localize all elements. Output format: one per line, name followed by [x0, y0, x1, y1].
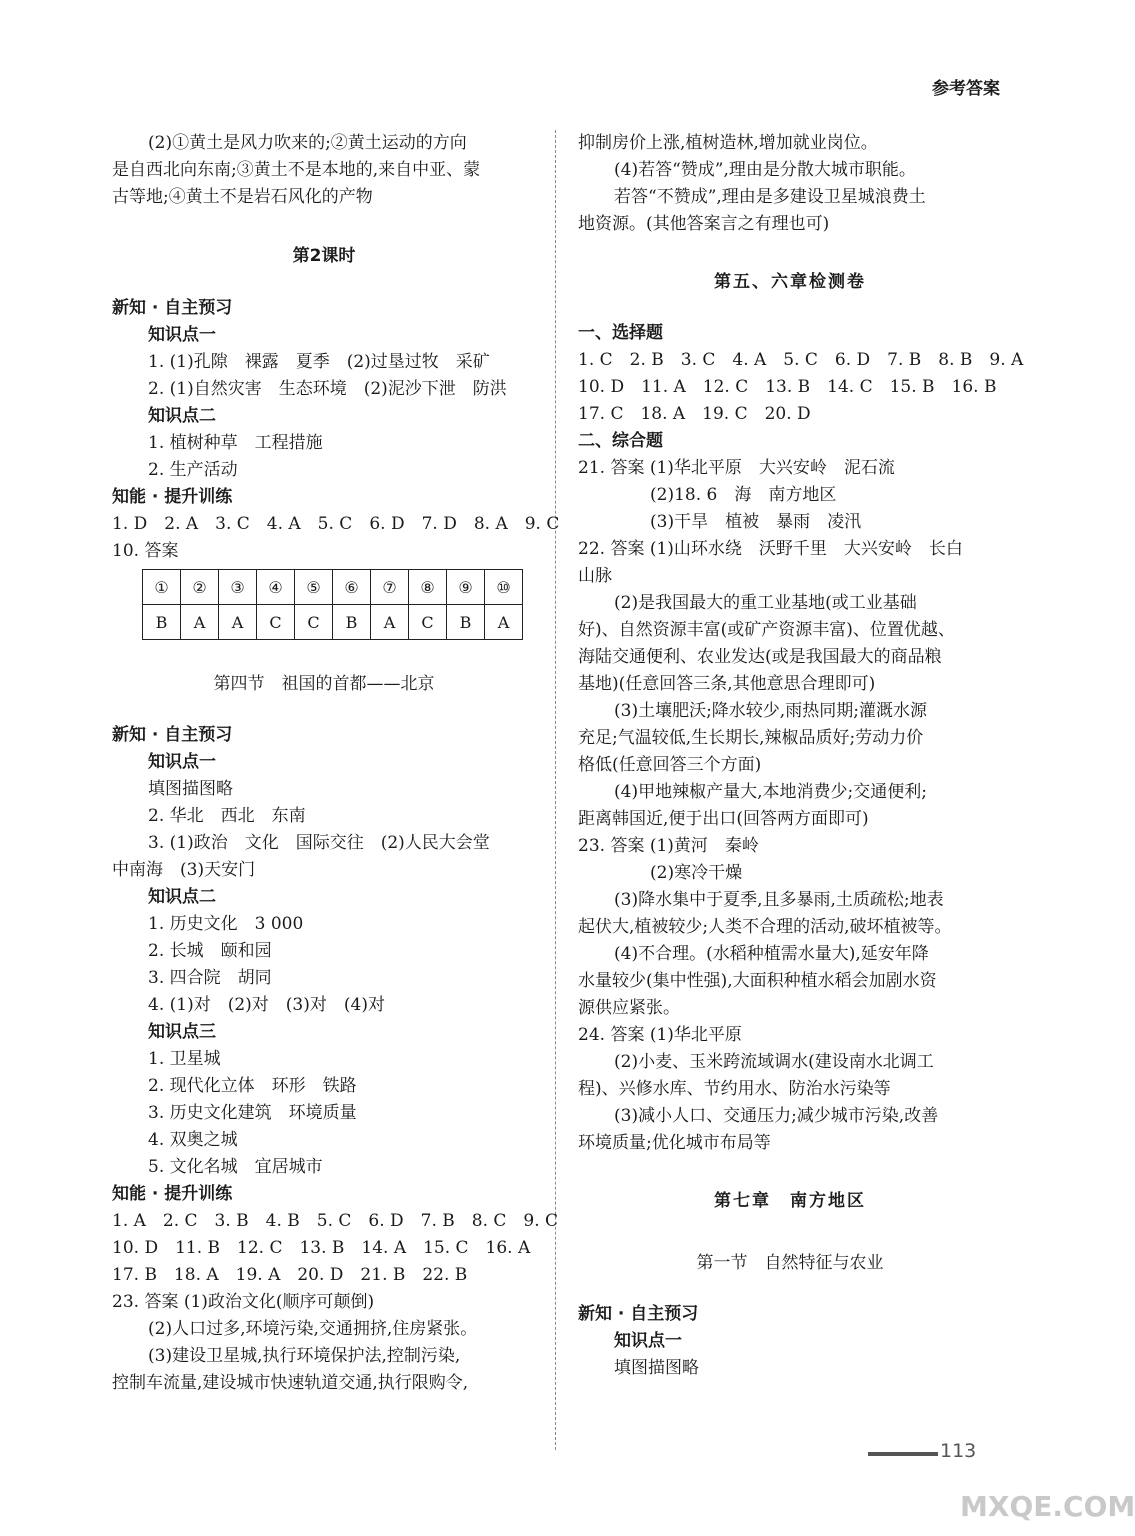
right-column — [578, 130, 1024, 1382]
intro-line: 是自西北向东南;③黄土不是本地的,来自中亚、蒙 — [112, 160, 481, 180]
table-header-cell: ⑥ — [333, 570, 371, 605]
answer-line: 4. (1)对 (2)对 (3)对 (4)对 — [148, 995, 385, 1015]
answer-line: 源供应紧张。 — [578, 998, 680, 1018]
knowledge-point: 知识点一 — [148, 325, 216, 345]
answer-line: 1. A 2. C 3. B 4. B 5. C 6. D 7. B 8. C 9. C — [112, 1211, 559, 1231]
knowledge-point: 知识点一 — [148, 752, 216, 772]
section-heading: 新知 · 自主预习 — [578, 1304, 699, 1324]
table-header-cell: ④ — [257, 570, 295, 605]
answer-line: (2)小麦、玉米跨流域调水(建设南水北调工 — [614, 1052, 934, 1072]
answer-line: 1. (1)孔隙 裸露 夏季 (2)过垦过牧 采矿 — [148, 352, 490, 372]
answer-line: 22. 答案 (1)山环水绕 沃野千里 大兴安岭 长白 — [578, 539, 963, 559]
answer-line: 地资源。(其他答案言之有理也可) — [578, 214, 830, 234]
page-number-bar — [868, 1452, 938, 1456]
table-header-cell: ⑤ — [295, 570, 333, 605]
section-heading: 新知 · 自主预习 — [112, 298, 233, 318]
left-column — [112, 130, 560, 1397]
answer-line: 1. 植树种草 工程措施 — [148, 433, 323, 453]
table-cell: B — [143, 605, 181, 640]
answer-line: 1. C 2. B 3. C 4. A 5. C 6. D 7. B 8. B 9. A — [578, 350, 1024, 370]
answer-line: 距离韩国近,便于出口(回答两方面即可) — [578, 809, 869, 829]
table-cell: C — [257, 605, 295, 640]
section-title: 第一节 自然特征与农业 — [696, 1253, 884, 1273]
table-header-cell: ⑩ — [485, 570, 523, 605]
answer-line: 3. 历史文化建筑 环境质量 — [148, 1103, 357, 1123]
answer-line: (2)是我国最大的重工业基地(或工业基础 — [614, 593, 917, 613]
intro-line: (2)①黄土是风力吹来的;②黄土运动的方向 — [148, 133, 467, 153]
knowledge-point: 知识点三 — [148, 1022, 216, 1042]
answer-line: (2)寒冷干燥 — [650, 863, 743, 883]
answer-line: 24. 答案 (1)华北平原 — [578, 1025, 742, 1045]
answer-line: 3. 四合院 胡同 — [148, 968, 272, 988]
answer-line: 山脉 — [578, 566, 612, 586]
intro-line: 古等地;④黄土不是岩石风化的产物 — [112, 187, 373, 207]
answer-line: 21. 答案 (1)华北平原 大兴安岭 泥石流 — [578, 458, 895, 478]
answer-line: 起伏大,植被较少;人类不合理的活动,破坏植被等。 — [578, 917, 952, 937]
column-divider — [555, 130, 556, 1450]
answer-line: 17. B 18. A 19. A 20. D 21. B 22. B — [112, 1265, 468, 1285]
test-title: 第五、六章检测卷 — [714, 272, 866, 292]
table-header-cell: ⑧ — [409, 570, 447, 605]
knowledge-point: 知识点二 — [148, 406, 216, 426]
lesson-title: 第2课时 — [292, 246, 356, 266]
table-cell: A — [485, 605, 523, 640]
watermark: MXQE.COM — [960, 1490, 1135, 1523]
table-cell: C — [409, 605, 447, 640]
answer-line: 23. 答案 (1)黄河 秦岭 — [578, 836, 759, 856]
answer-line: 填图描图略 — [614, 1358, 699, 1378]
section-heading: 二、综合题 — [578, 431, 663, 451]
answer-line: 2. 现代化立体 环形 铁路 — [148, 1076, 357, 1096]
section-heading: 知能 · 提升训练 — [112, 487, 233, 507]
answer-line: 若答“不赞成”,理由是多建设卫星城浪费土 — [614, 187, 926, 207]
answer-line: 2. (1)自然灾害 生态环境 (2)泥沙下泄 防洪 — [148, 379, 507, 399]
page-number: 113 — [940, 1440, 977, 1462]
table-cell: A — [371, 605, 409, 640]
answer-line: 17. C 18. A 19. C 20. D — [578, 404, 811, 424]
table-cell: C — [295, 605, 333, 640]
chapter-title: 第七章 南方地区 — [714, 1191, 866, 1211]
answer-line: 2. 生产活动 — [148, 460, 238, 480]
table-header-cell: ⑨ — [447, 570, 485, 605]
answer-line: 3. (1)政治 文化 国际交往 (2)人民大会堂 — [148, 833, 490, 853]
table-header-cell: ② — [181, 570, 219, 605]
answer-line: 好)、自然资源丰富(或矿产资源丰富)、位置优越、 — [578, 620, 955, 640]
answer-line: (2)人口过多,环境污染,交通拥挤,住房紧张。 — [148, 1319, 478, 1339]
answer-line: (4)若答“赞成”,理由是分散大城市职能。 — [614, 160, 916, 180]
answer-line: 10. D 11. B 12. C 13. B 14. A 15. C 16. A — [112, 1238, 531, 1258]
section-heading: 新知 · 自主预习 — [112, 725, 233, 745]
answer-line: 2. 长城 颐和园 — [148, 941, 272, 961]
table-header-cell: ① — [143, 570, 181, 605]
knowledge-point: 知识点一 — [614, 1331, 682, 1351]
answer-table — [142, 569, 523, 640]
table-header-cell: ⑦ — [371, 570, 409, 605]
answer-line: 充足;气温较低,生长期长,辣椒品质好;劳动力价 — [578, 728, 924, 748]
answer-line: 程)、兴修水库、节约用水、防治水污染等 — [578, 1079, 891, 1099]
table-header-cell: ③ — [219, 570, 257, 605]
answer-line: 23. 答案 (1)政治文化(顺序可颠倒) — [112, 1292, 375, 1312]
answer-line: (4)不合理。(水稻种植需水量大),延安年降 — [614, 944, 929, 964]
section-heading: 知能 · 提升训练 — [112, 1184, 233, 1204]
answer-line: 中南海 (3)天安门 — [112, 860, 256, 880]
page-header: 参考答案 — [932, 79, 1000, 99]
question-label: 10. 答案 — [112, 541, 179, 561]
section-heading: 一、选择题 — [578, 323, 663, 343]
table-cell: A — [219, 605, 257, 640]
answer-line: 1. 卫星城 — [148, 1049, 221, 1069]
answer-line: (3)降水集中于夏季,且多暴雨,土质疏松;地表 — [614, 890, 944, 910]
table-cell: A — [181, 605, 219, 640]
answer-line: 填图描图略 — [148, 779, 233, 799]
answer-line: 基地)(任意回答三条,其他意思合理即可) — [578, 674, 876, 694]
answer-line: 抑制房价上涨,植树造林,增加就业岗位。 — [578, 133, 878, 153]
answer-line: (2)18. 6 海 南方地区 — [650, 485, 837, 505]
answer-line: (3)土壤肥沃;降水较少,雨热同期;灌溉水源 — [614, 701, 927, 721]
answer-line: 2. 华北 西北 东南 — [148, 806, 306, 826]
answer-line: 控制车流量,建设城市快速轨道交通,执行限购令, — [112, 1373, 469, 1393]
answer-line: 水量较少(集中性强),大面积种植水稻会加剧水资 — [578, 971, 937, 991]
table-cell: B — [333, 605, 371, 640]
answer-line: 1. 历史文化 3 000 — [148, 914, 304, 934]
answer-line: 1. D 2. A 3. C 4. A 5. C 6. D 7. D 8. A 9. C — [112, 514, 560, 534]
answer-line: 海陆交通便利、农业发达(或是我国最大的商品粮 — [578, 647, 942, 667]
answer-line: 环境质量;优化城市布局等 — [578, 1133, 771, 1153]
table-cell: B — [447, 605, 485, 640]
answer-line: (4)甲地辣椒产量大,本地消费少;交通便利; — [614, 782, 927, 802]
answer-line: (3)减小人口、交通压力;减少城市污染,改善 — [614, 1106, 939, 1126]
knowledge-point: 知识点二 — [148, 887, 216, 907]
answer-line: (3)建设卫星城,执行环境保护法,控制污染, — [148, 1346, 461, 1366]
answer-line: 10. D 11. A 12. C 13. B 14. C 15. B 16. B — [578, 377, 997, 397]
answer-line: 格低(任意回答三个方面) — [578, 755, 762, 775]
section-title: 第四节 祖国的首都——北京 — [213, 674, 435, 694]
answer-line: (3)干旱 植被 暴雨 凌汛 — [650, 512, 862, 532]
answer-line: 4. 双奥之城 — [148, 1130, 238, 1150]
answer-line: 5. 文化名城 宜居城市 — [148, 1157, 323, 1177]
